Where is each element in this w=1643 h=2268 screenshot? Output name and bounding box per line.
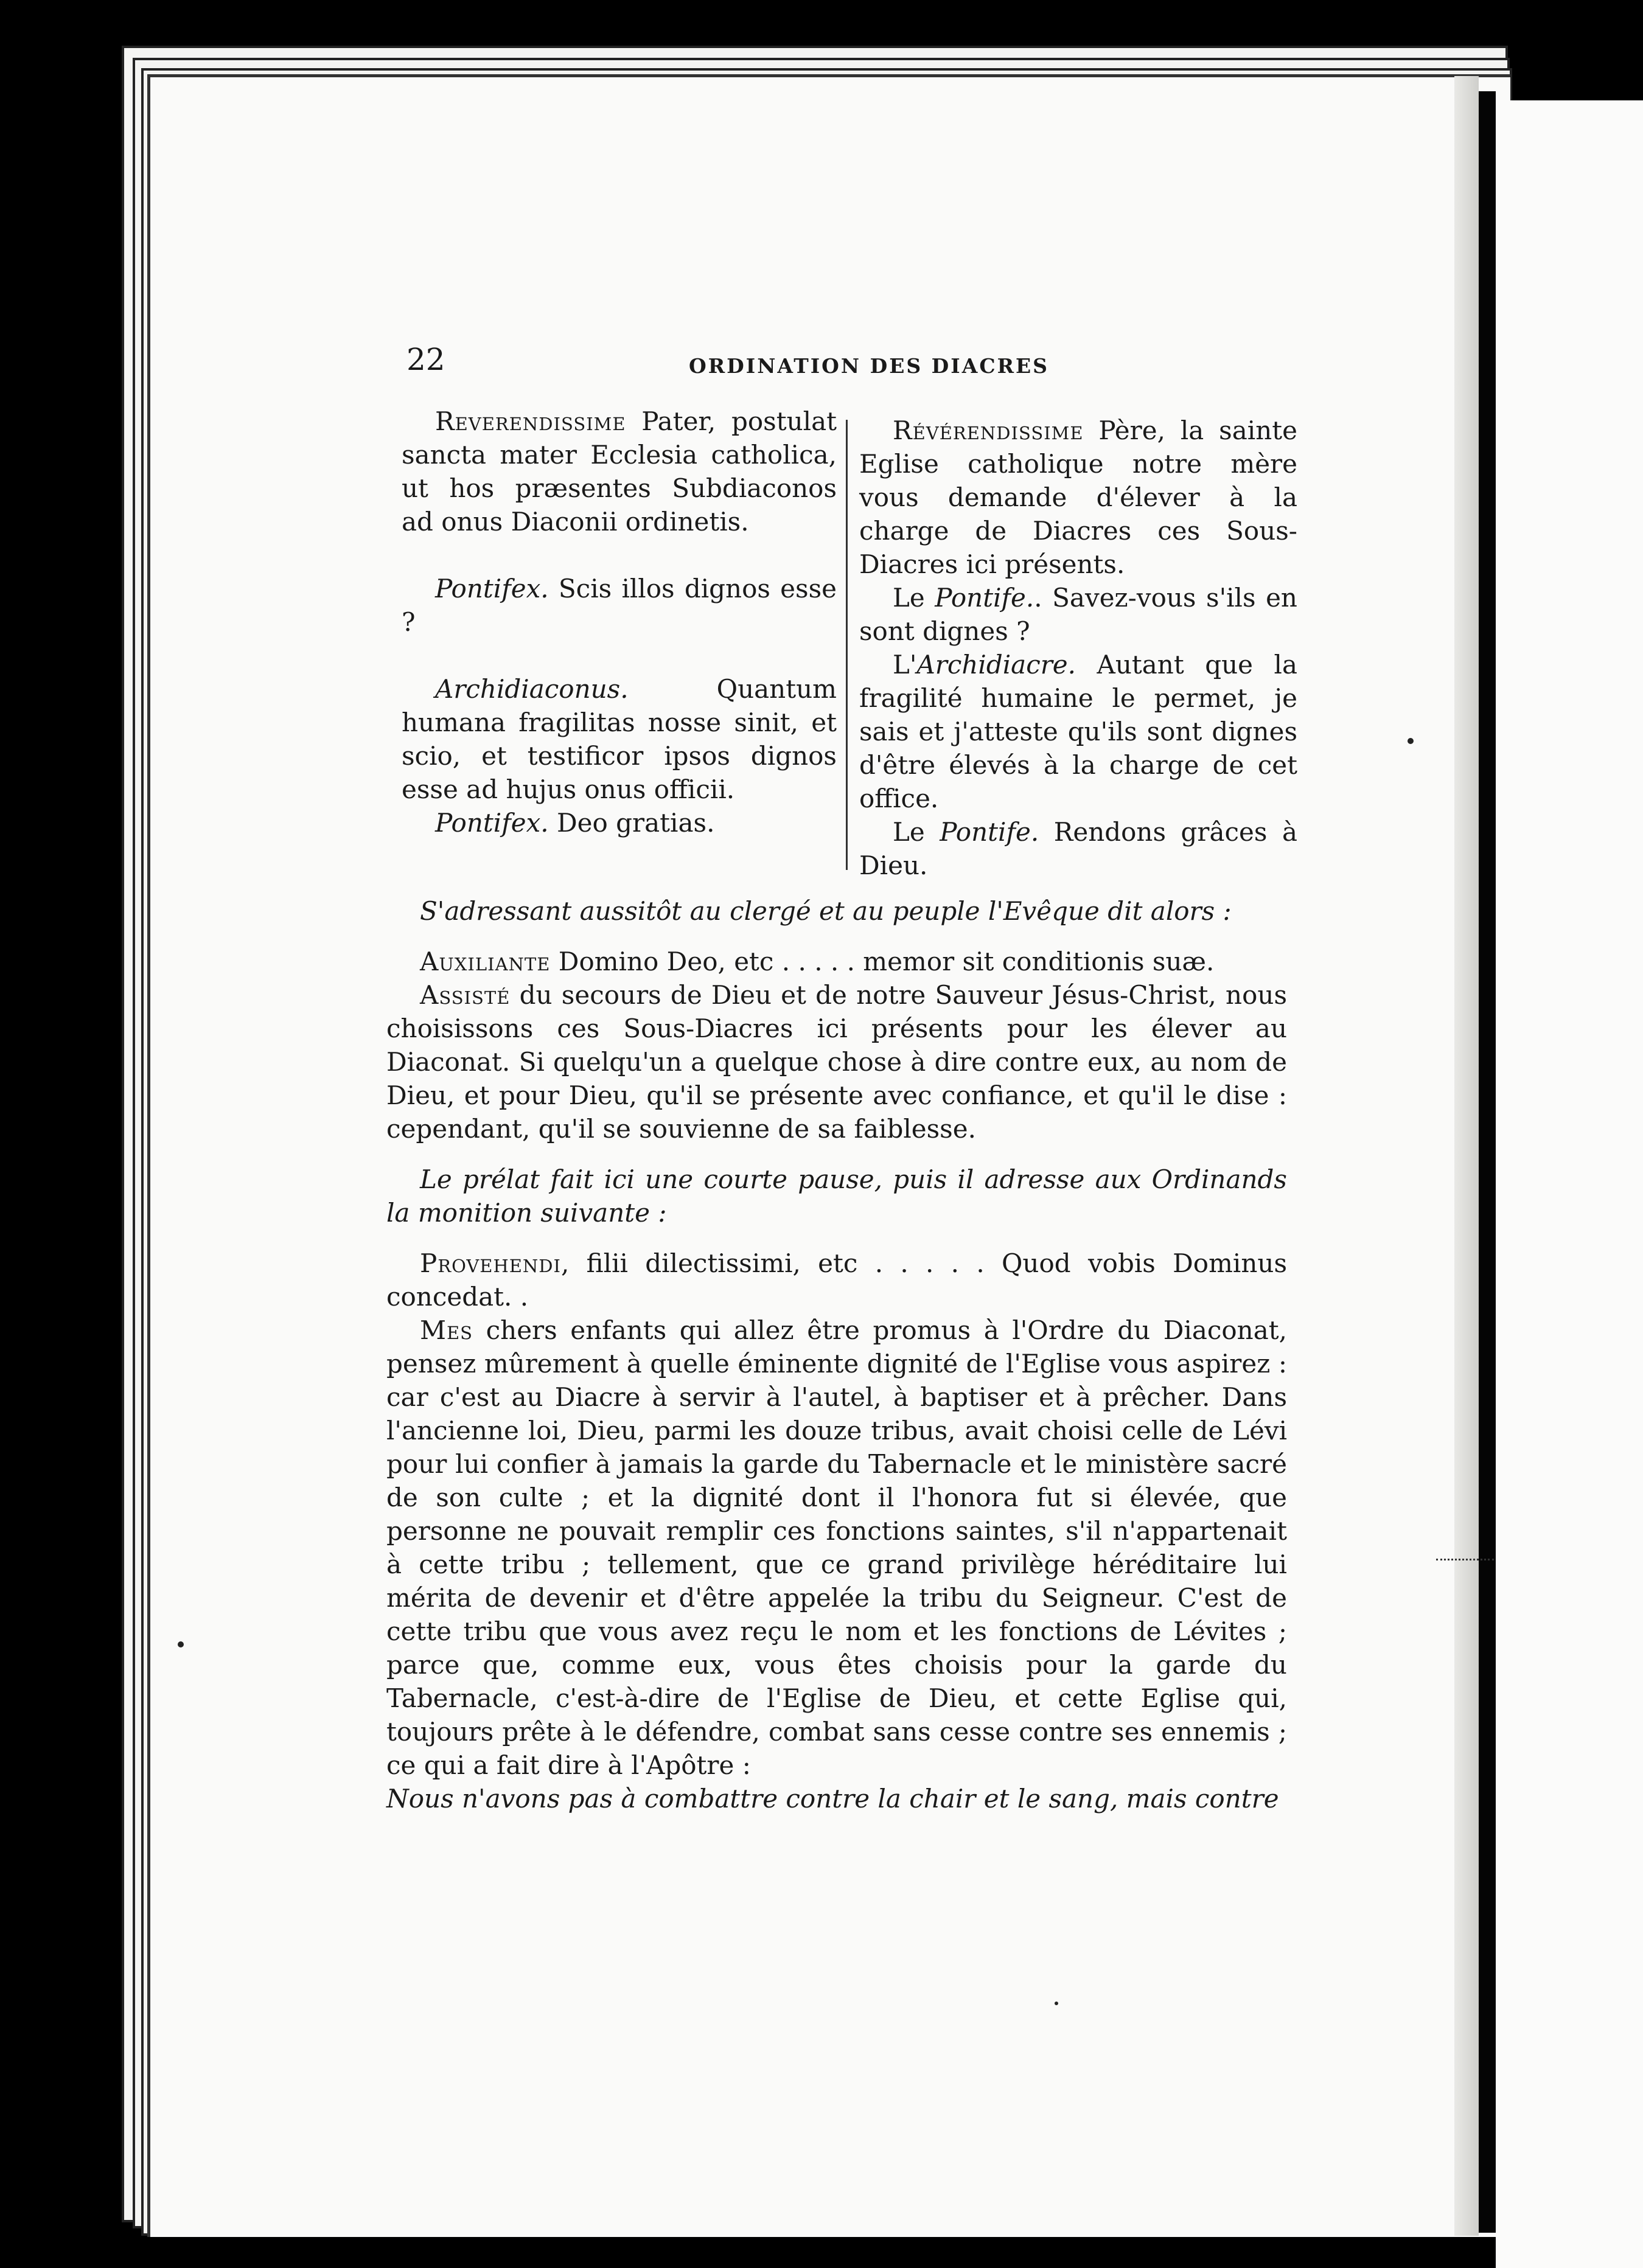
latin-election: Auxiliante Domino Deo, etc . . . . . memor sit conditionis suæ. (420, 947, 1215, 976)
latin-monition: Provehendi, filii dilectissimi, etc . . . . . Quod vobis Dominus concedat. . (386, 1248, 1287, 1312)
rubric: Le prélat fait ici une courte pause, puis il adresse aux Ordinands la monition suivante : (386, 1164, 1287, 1228)
scan-mark (1436, 1559, 1494, 1565)
page-gutter (1454, 76, 1479, 2236)
french-question: Le Pontife.. Savez-vous s'ils en sont dignes ? (859, 583, 1297, 646)
latin-column (402, 405, 837, 840)
scan-speck (1055, 2002, 1058, 2005)
scan-speck (178, 1641, 184, 1647)
french-thanks: Le Pontife. Rendons grâces à Dieu. (859, 817, 1297, 880)
latin-request: Reverendissime Pater, postulat sancta mater Ecclesia catholica, ut hos præsentes Subdiaconos ad onus Diaconii ordinetis. (402, 406, 837, 537)
latin-question: Pontifex. Scis illos dignos esse ? (402, 574, 837, 637)
column-divider (846, 420, 848, 870)
french-column (859, 414, 1297, 882)
latin-thanks: Pontifex. Deo gratias. (435, 808, 715, 838)
running-head: ORDINATION DES DIACRES (689, 354, 1050, 378)
page-number: 22 (406, 342, 445, 377)
latin-answer: Archidiaconus. Quantum humana fragilitas nosse sinit, et scio, et testificor ipsos dignos esse ad hujus onus officii. (402, 674, 837, 804)
main-text-block (386, 894, 1287, 1815)
french-monition: Mes chers enfants qui allez être promus à l'Ordre du Diaconat, pensez mûrement à quelle éminente dignité de l'Eglise vous aspirez : car c'est au Diacre à servir à l'autel, à baptiser et à prêcher. Dans l'ancienne loi, Dieu, parmi les douze tribus, avait choisi celle de Lévi pour lui confier à jamais la garde du Tabernacle et le ministère sacré de son culte ; et la dignité dont il l'honora fut si élevée, que personne ne pouvait remplir ces fonctions saintes, s'il n'appartenait à cette tribu ; tellement, que ce grand privilège héréditaire lui mérita de devenir et d'être appelée la tribu du Seigneur. C'est de cette tribu que vous avez reçu le nom et les fonctions de Lévites ; parce que, comme eux, vous êtes choisis pour la garde du Tabernacle, c'est-à-dire de l'Eglise de Dieu, et cette Eglise qui, toujours prête à le défendre, combat sans cesse contre ses ennemis ; ce qui a fait dire à l'Apôtre : Nous n'avons pas à combattre contre la chair et le sang, mais contre (386, 1315, 1287, 1814)
facing-page-edge (1496, 100, 1643, 2268)
french-answer: L'Archidiacre. Autant que la fragilité humaine le permet, je sais et j'atteste qu'ils sont dignes d'être élevés à la charge de cet office. (859, 650, 1297, 813)
rubric: S'adressant aussitôt au clergé et au peuple l'Evêque dit alors : (420, 896, 1232, 926)
french-request: Révérendissime Père, la sainte Eglise catholique notre mère vous demande d'élever à la charge de Diacres ces Sous-Diacres ici présents. (859, 416, 1297, 579)
scan-speck (1408, 738, 1414, 744)
binding-edge (1479, 91, 1496, 2233)
french-election: Assisté du secours de Dieu et de notre Sauveur Jésus-Christ, nous choisissons ces Sous-Diacres ici présents pour les élever au Diaconat. Si quelqu'un a quelque chose à dire contre eux, au nom de Dieu, et pour Dieu, qu'il se présente avec confiance, et qu'il le dise : cependant, qu'il se souvienne de sa faiblesse. (386, 980, 1287, 1144)
